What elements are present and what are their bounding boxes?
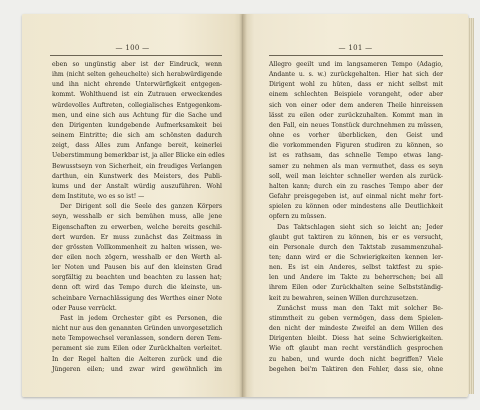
text-line: len und Andere im Takte zu beherrschen; bei all bbox=[269, 274, 443, 282]
text-line: dem Institute, wo es so ist! — bbox=[52, 193, 145, 201]
text-line: men, und eine sich aus Achtung für die Sache und bbox=[52, 111, 222, 119]
text-line: ihrem Eilen oder Zurückhalten seine Selbstständig- bbox=[269, 284, 443, 292]
text-line: einem schlechten Beispiele vorangeht, oder aber bbox=[269, 91, 443, 99]
text-line: denn oft wird das Tempo durch die kleinste, un- bbox=[52, 284, 222, 292]
text-line: der eilen noch zögern, wesshalb er den Werth al- bbox=[52, 253, 222, 261]
text-line: samer zu nehmen als man vermuthet, dass es seyn bbox=[269, 162, 443, 170]
text-line: ler Noten und Pausen bis auf den kleinsten Grad bbox=[52, 264, 222, 272]
text-line: oder Pause verrückt. bbox=[52, 304, 117, 312]
text-line: Fast in jedem Orchester gibt es Personen, die bbox=[60, 314, 222, 322]
text-line: In der Regel halten die Aelteren zurück und die bbox=[52, 355, 222, 363]
text-line: würdevolles Auftreten, collegialisches Entgegenkom- bbox=[52, 101, 222, 109]
text-line: den Fall, ein neues Tonstück durchnehmen zu müssen, bbox=[269, 121, 443, 129]
text-line: lässt zu eilen oder zurückzuhalten. Kommt man in bbox=[269, 111, 443, 119]
text-line: der grössten Vollkommenheit zu halten wissen, we- bbox=[52, 243, 222, 251]
text-line: und ihn nicht ehrende Unterwürfigkeit entgegen- bbox=[52, 81, 222, 89]
left-page bbox=[22, 14, 243, 397]
text-line: nete Tempowechsel veranlassen, sondern deren Tem- bbox=[52, 335, 222, 343]
text-line: spielen zu können oder mindestens alle Deutlichkeit bbox=[269, 203, 443, 211]
text-line: ten; dann wird er die Schwierigkeiten kennen ler- bbox=[269, 253, 443, 261]
text-line: kommt. Wohlthuend ist ein Zutrauen erweckendes bbox=[52, 91, 222, 99]
text-line: keit zu bewahren, seinen Willen durchzusetzen. bbox=[269, 294, 419, 302]
page-header-right: — 101 — bbox=[338, 44, 373, 52]
text-line: Andante u. s. w.) zurückgehalten. Hier hat sich der bbox=[269, 71, 443, 79]
text-line: seinem Eintritte; die sich am schönsten dadurch bbox=[52, 132, 222, 140]
text-line: soll, weil man leichter schneller werden als zurück- bbox=[269, 172, 443, 180]
open-book bbox=[22, 14, 468, 397]
text-line: halten kann; durch ein zu rasches Tempo aber der bbox=[269, 182, 443, 190]
text-line: zeigt, dass Alles zum Anfange bereit, keinerlei bbox=[52, 142, 222, 150]
header-rule-right bbox=[269, 55, 443, 56]
left-page-body bbox=[52, 60, 225, 375]
text-line: scheinbare Vernachlässigung des Werthes einer Note bbox=[52, 294, 222, 302]
text-line: Ueberstimmung bemerkbar ist, ja aller Blicke ein edles bbox=[52, 152, 225, 160]
text-line: sich von einer oder dem anderen Theile hinreissen bbox=[269, 101, 443, 109]
text-line: Jüngeren eilen; und zwar wird gewöhnlich im bbox=[52, 365, 222, 373]
text-line: kums und der Anstalt würdig auszuführen. Wohl bbox=[52, 182, 222, 190]
text-line: Dirigent wohl zu hüten, dass er nicht selbst mit bbox=[269, 81, 443, 89]
text-line: zu haben, und wurde doch nicht begriffen? Viele bbox=[269, 355, 443, 363]
text-line: den Dirigenten kundgebende Aufmerksamkeit bei bbox=[52, 121, 222, 129]
text-line: den nicht der mindeste Zweifel an dem Willen des bbox=[269, 325, 443, 333]
text-line: darthun, ein Kunstwerk des Meisters, des Publi- bbox=[52, 172, 222, 180]
text-line: stimmtheit zu geben vermögen, dass dem Spielen- bbox=[269, 314, 443, 322]
text-line: Das Taktschlagen sieht sich so leicht an; Jeder bbox=[277, 223, 443, 231]
text-line: Der Dirigent soll die Seele des ganzen Körpers bbox=[60, 203, 222, 211]
text-line: begehen bei'm Taktiren den Fehler, dass sie, ohne bbox=[269, 365, 443, 373]
text-line: Allegro geeilt und im langsameren Tempo (Adagio, bbox=[269, 61, 443, 68]
right-page bbox=[243, 14, 468, 397]
book-gutter bbox=[239, 14, 247, 397]
header-rule-left bbox=[50, 55, 222, 56]
page-edges bbox=[468, 18, 474, 394]
text-line: perament sie zum Eilen oder Zurückhalten verleitet. bbox=[52, 345, 222, 353]
text-line: sorgfältig zu beachten und beachten zu lassen hat; bbox=[52, 274, 222, 282]
text-line: seyn, wesshalb er sich bemühen muss, alle jene bbox=[52, 213, 222, 221]
text-line: eben so ungünstig aber ist der Eindruck, wenn bbox=[52, 61, 222, 68]
right-page-body bbox=[269, 60, 443, 375]
text-line: nicht nur aus den genannten Gründen unvorgesetzlich bbox=[52, 325, 223, 333]
text-line: glaubt gut taktiren zu können, bis er es versucht, bbox=[269, 233, 443, 241]
text-line: Eigenschaften zu erwerben, welche bereits geschil- bbox=[52, 223, 222, 231]
text-line: Bewusstseyn von Sicherheit, ein freudiges Verlangen bbox=[52, 162, 222, 170]
text-line: ist es rathsam, das schnelle Tempo etwas lang- bbox=[269, 152, 443, 160]
text-line: ein Personale durch den Taktstab zusammenzuhal- bbox=[269, 243, 443, 251]
text-line: Gefahr preisgegeben ist, auf einmal nicht mehr fort- bbox=[269, 193, 443, 201]
text-line: opfern zu müssen. bbox=[269, 213, 327, 221]
text-line: die vorkommenden Figuren studiren zu können, so bbox=[269, 142, 443, 150]
text-line: ihm (nicht selten geheuchelte) sich herabwürdigende bbox=[52, 71, 222, 79]
page-header-left: — 100 — bbox=[115, 44, 150, 52]
text-line: dert wurden. Er muss zunächst das Zeitmass in bbox=[52, 233, 222, 241]
text-line: Wie oft glaubt man recht verständlich gesprochen bbox=[269, 345, 443, 353]
text-line: Dirigenten bleibt. Diess hat seine Schwierigkeiten. bbox=[269, 335, 443, 343]
text-line: nen. Es ist ein Anderes, selbst taktfest zu spie- bbox=[269, 264, 443, 272]
text-line: ohne es vorher überblicken, den Geist und bbox=[269, 132, 443, 140]
text-line: Zunächst muss man den Takt mit solcher Be- bbox=[277, 304, 443, 312]
